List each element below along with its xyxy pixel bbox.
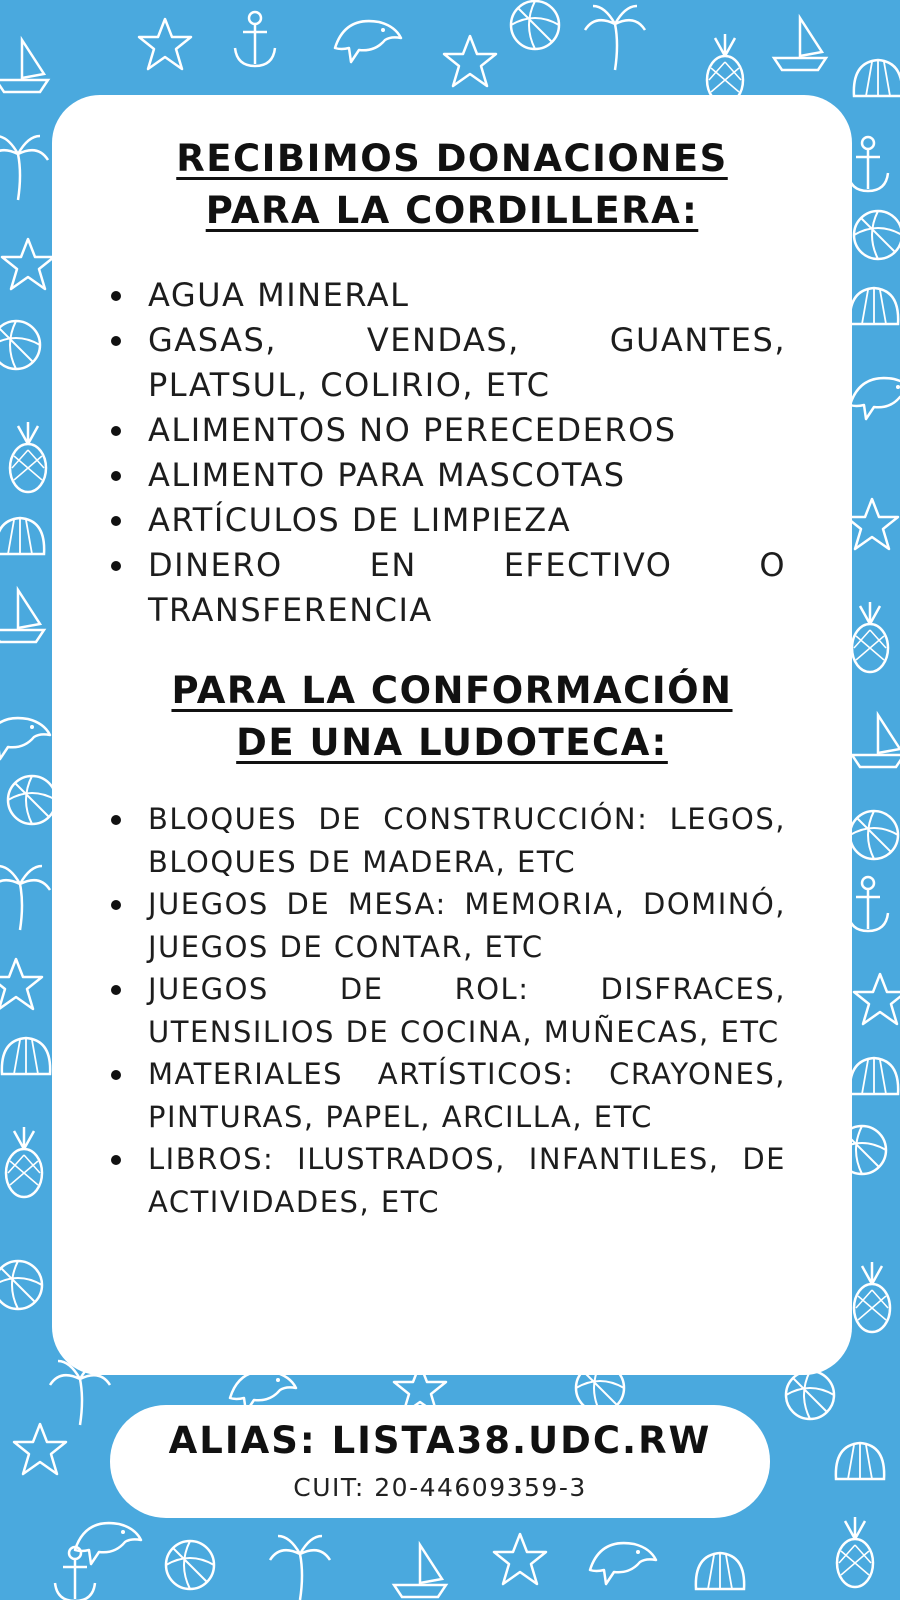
- section2-heading-line1: PARA LA CONFORMACIÓN: [171, 669, 733, 712]
- list-item: ALIMENTO PARA MASCOTAS: [148, 453, 786, 498]
- donation-card: [52, 95, 852, 1375]
- list-item: JUEGOS DE MESA: MEMORIA, DOMINÓ, JUEGOS DE CONTAR, ETC: [148, 883, 786, 968]
- list-item: GASAS, VENDAS, GUANTES, PLATSUL, COLIRIO, ETC: [148, 318, 786, 408]
- list-item: BLOQUES DE CONSTRUCCIÓN: LEGOS, BLOQUES DE MADERA, ETC: [148, 798, 786, 883]
- section1-heading-line1: RECIBIMOS DONACIONES: [176, 137, 728, 180]
- list-item: ARTÍCULOS DE LIMPIEZA: [148, 498, 786, 543]
- section1-heading-line2: PARA LA CORDILLERA:: [205, 189, 699, 232]
- list-item: JUEGOS DE ROL: DISFRACES, UTENSILIOS DE COCINA, MUÑECAS, ETC: [148, 968, 786, 1053]
- section2-heading: [52, 665, 852, 769]
- cuit-text: CUIT: 20-44609359-3: [293, 1473, 587, 1502]
- section2-heading-line2: DE UNA LUDOTECA:: [236, 721, 668, 764]
- list-item: DINERO EN EFECTIVO O TRANSFERENCIA: [148, 543, 786, 633]
- section1-heading: [52, 133, 852, 237]
- list-item: LIBROS: ILUSTRADOS, INFANTILES, DE ACTIVIDADES, ETC: [148, 1138, 786, 1223]
- list-item: ALIMENTOS NO PERECEDEROS: [148, 408, 786, 453]
- list-item: AGUA MINERAL: [148, 273, 786, 318]
- donation-list-cordillera: [148, 273, 786, 633]
- donation-list-ludoteca: [148, 798, 786, 1223]
- alias-text: ALIAS: LISTA38.UDC.RW: [168, 1419, 712, 1462]
- list-item: MATERIALES ARTÍSTICOS: CRAYONES, PINTURAS, PAPEL, ARCILLA, ETC: [148, 1053, 786, 1138]
- payment-info: [110, 1405, 770, 1518]
